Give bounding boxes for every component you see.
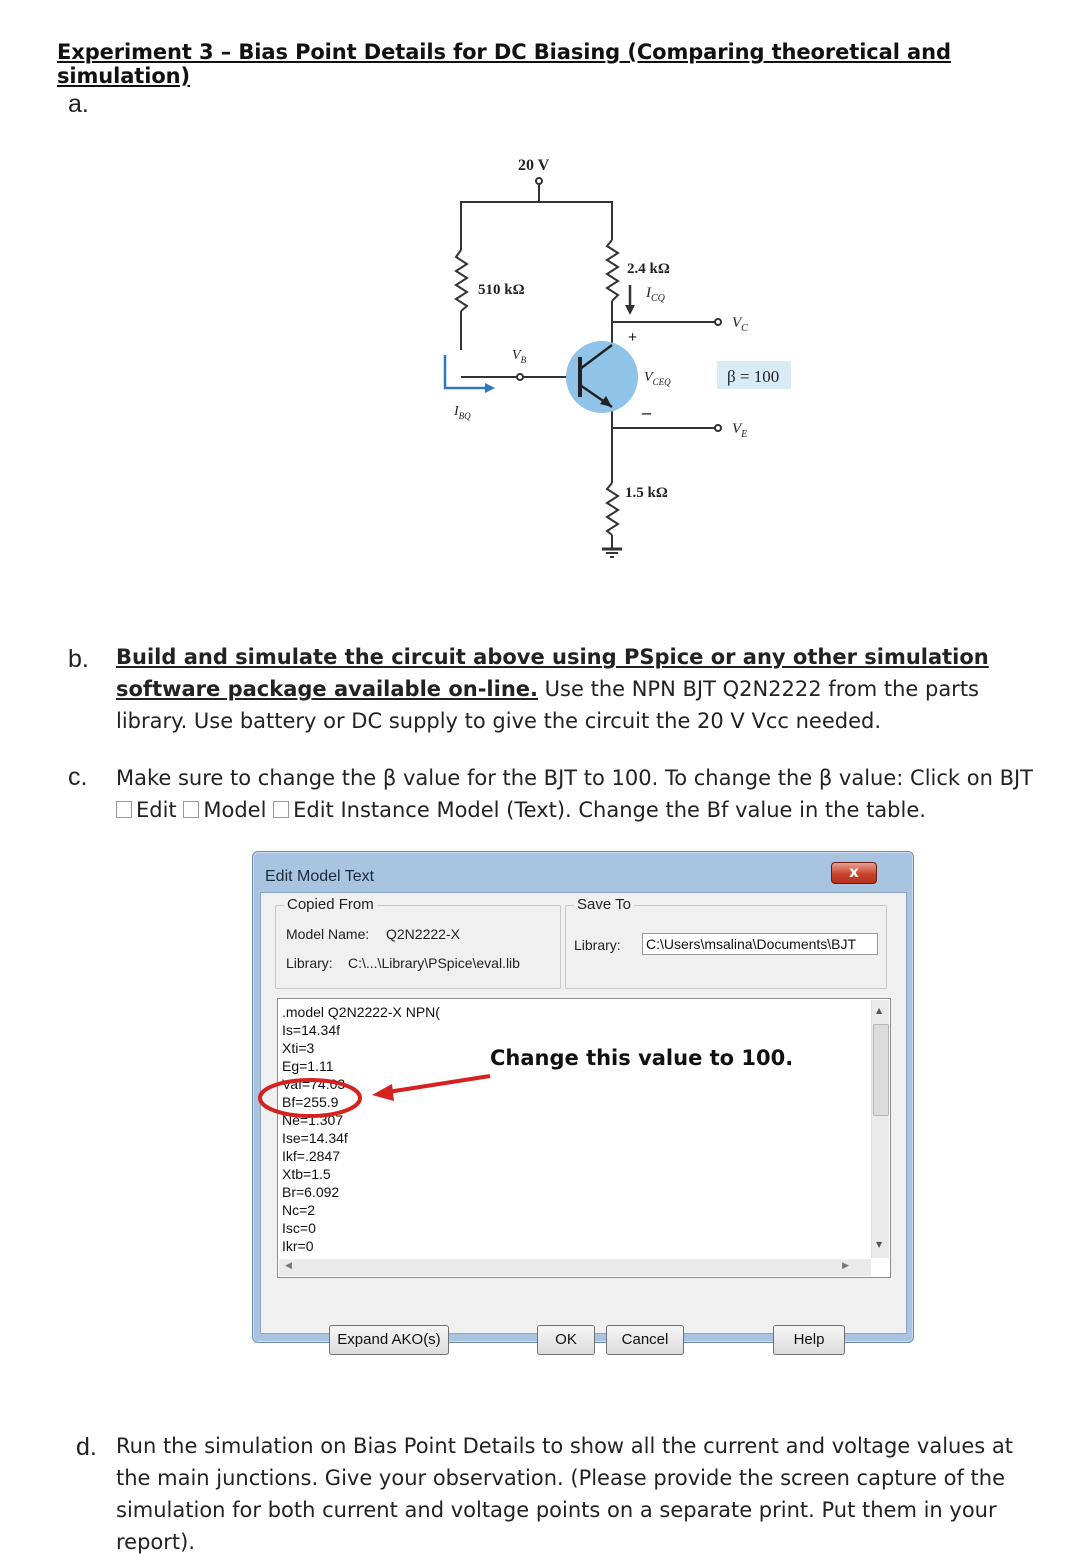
scroll-right-icon[interactable]: ▶ bbox=[842, 1261, 849, 1271]
item-label-d: d. bbox=[76, 1433, 97, 1461]
arrow-glyph-box bbox=[273, 801, 289, 818]
vb-label: $V_B$ bbox=[512, 348, 527, 365]
bjt-circuit-diagram bbox=[430, 145, 810, 565]
vc-label: $V_C$ bbox=[732, 315, 748, 334]
instruction-c-model: Model bbox=[203, 798, 267, 822]
instruction-c-text1: Make sure to change the β value for the BJT to 100. To change the β value: Click on BJT bbox=[116, 766, 1034, 790]
help-button[interactable]: Help bbox=[773, 1325, 845, 1355]
item-label-b: b. bbox=[68, 645, 89, 673]
ve-label: $V_E$ bbox=[732, 421, 748, 440]
scroll-down-icon[interactable]: ▼ bbox=[876, 1240, 883, 1249]
instruction-c bbox=[116, 762, 1066, 826]
highlight-ellipse bbox=[260, 1080, 360, 1116]
model-text-line: Bf=255.9 bbox=[282, 1094, 339, 1110]
horizontal-scrollbar[interactable] bbox=[279, 1259, 871, 1276]
copied-from-group bbox=[275, 896, 561, 989]
rc-resistor bbox=[607, 240, 618, 301]
annotation-arrow-line bbox=[388, 1076, 490, 1092]
item-label-c: c. bbox=[68, 763, 88, 791]
ibq-label: $I_{BQ}$ bbox=[454, 404, 471, 421]
instruction-c-text2: Edit Instance Model (Text). Change the Bf value in the table. bbox=[293, 798, 926, 822]
ve-terminal bbox=[715, 425, 721, 431]
instruction-c-edit: Edit bbox=[136, 798, 177, 822]
rb-label: 510 kΩ bbox=[478, 282, 525, 298]
model-name-value: Q2N2222-X bbox=[386, 926, 460, 942]
vc-terminal bbox=[715, 319, 721, 325]
model-text-line: Xtb=1.5 bbox=[282, 1166, 331, 1182]
vcc-terminal bbox=[536, 178, 542, 184]
scroll-up-icon[interactable]: ▲ bbox=[876, 1006, 883, 1015]
re-label: 1.5 kΩ bbox=[625, 485, 668, 501]
scroll-thumb[interactable] bbox=[873, 1024, 889, 1116]
instruction-b bbox=[116, 641, 1046, 737]
model-text-line: .model Q2N2222-X NPN( bbox=[282, 1004, 440, 1020]
rc-label: 2.4 kΩ bbox=[627, 261, 670, 277]
model-text-line: Ikf=.2847 bbox=[282, 1148, 340, 1164]
expand-ako-button[interactable]: Expand AKO(s) bbox=[329, 1325, 449, 1355]
icq-label: $I_{CQ}$ bbox=[646, 285, 665, 304]
vceq-label: $V_{CEQ}$ bbox=[644, 370, 671, 387]
library-value: C:\...\Library\PSpice\eval.lib bbox=[348, 955, 520, 971]
save-to-group bbox=[565, 896, 887, 989]
ibq-arrow bbox=[485, 383, 495, 393]
icq-arrow bbox=[625, 305, 635, 315]
annotation-arrow-head bbox=[372, 1084, 394, 1101]
annotation-text: Change this value to 100. bbox=[490, 1046, 794, 1070]
scroll-left-icon[interactable]: ◀ bbox=[285, 1261, 292, 1271]
arrow-glyph-box bbox=[183, 801, 199, 818]
save-library-label: Library: bbox=[574, 937, 621, 953]
vertical-scrollbar[interactable] bbox=[871, 1000, 889, 1258]
dialog-title: Edit Model Text bbox=[265, 868, 375, 885]
model-text-area[interactable] bbox=[277, 998, 891, 1278]
copied-from-title: Copied From bbox=[284, 896, 377, 913]
model-text-line: Br=6.092 bbox=[282, 1184, 340, 1200]
save-library-path-input[interactable]: C:\Users\msalina\Documents\BJT bbox=[642, 933, 878, 955]
vb-node bbox=[517, 374, 523, 380]
model-text-line: Vaf=74.03 bbox=[282, 1076, 346, 1092]
model-text-line: Ne=1.307 bbox=[282, 1112, 344, 1128]
instruction-b-bold: Build and simulate the circuit above using PSpice or any other simulation software package available on-line. bbox=[116, 645, 989, 701]
page-title: Experiment 3 – Bias Point Details for DC Biasing (Comparing theoretical and simulation) bbox=[57, 40, 951, 88]
library-label: Library: bbox=[286, 955, 333, 971]
minus-sign: – bbox=[642, 402, 651, 422]
save-to-title: Save To bbox=[574, 896, 634, 913]
instruction-d: Run the simulation on Bias Point Details to show all the current and voltage values at the main junctions. Give your observation. (Please provide the screen capture of the simulation for both current and voltage points on a separate print. Put them in your report). bbox=[116, 1434, 1013, 1554]
model-text-line: Nc=2 bbox=[282, 1202, 316, 1218]
plus-sign: + bbox=[628, 329, 638, 346]
re-resistor bbox=[607, 483, 618, 535]
vcc-label: 20 V bbox=[518, 157, 550, 174]
instruction-b-rest: Use the NPN BJT Q2N2222 from the parts library. Use battery or DC supply to give the circuit the 20 V Vcc needed. bbox=[116, 677, 979, 733]
ok-button[interactable]: OK bbox=[537, 1325, 595, 1355]
beta-label: β = 100 bbox=[727, 367, 780, 386]
arrow-glyph-box bbox=[116, 801, 132, 818]
cancel-button[interactable]: Cancel bbox=[606, 1325, 684, 1355]
item-label-a: a. bbox=[68, 90, 89, 118]
model-text-line: Xti=3 bbox=[282, 1040, 315, 1056]
model-text-line: Ikr=0 bbox=[282, 1238, 314, 1254]
red-annotation bbox=[250, 1070, 500, 1130]
model-text-line: Isc=0 bbox=[282, 1220, 316, 1236]
model-name-label: Model Name: bbox=[286, 926, 370, 942]
model-text-line: Is=14.34f bbox=[282, 1022, 340, 1038]
model-text-line: Ise=14.34f bbox=[282, 1130, 348, 1146]
model-text-line: Eg=1.11 bbox=[282, 1058, 334, 1074]
close-button[interactable]: x bbox=[831, 862, 877, 884]
rb-resistor bbox=[456, 250, 467, 311]
